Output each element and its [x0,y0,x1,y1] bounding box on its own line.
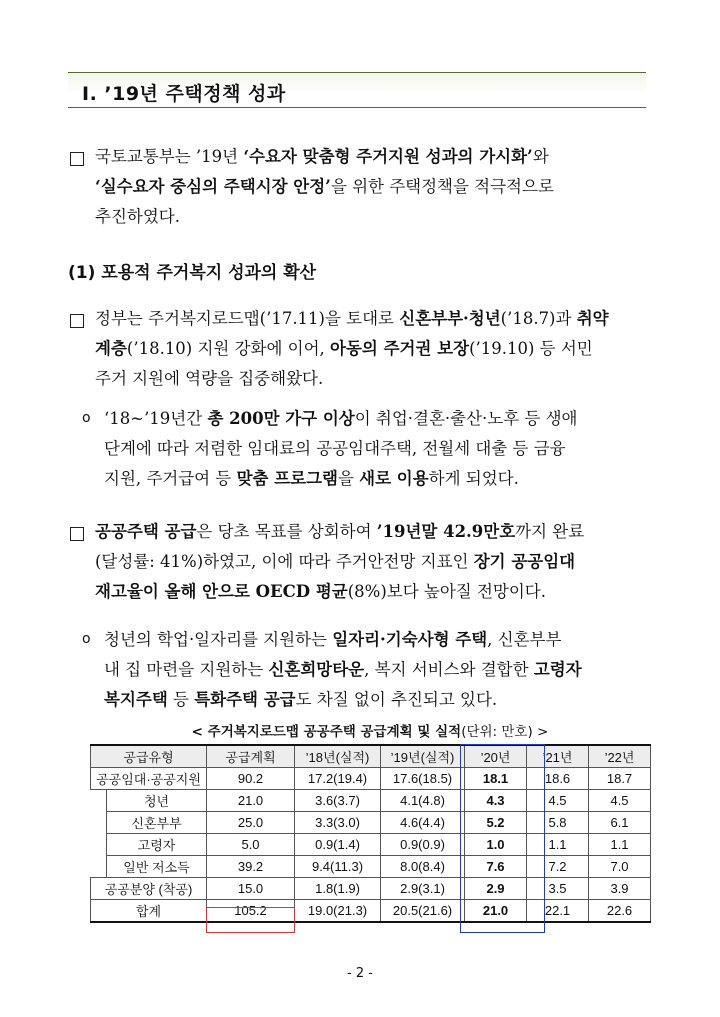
paragraph-1-line-3: 추진하였다. [95,207,180,226]
subpoint-line-1: 청년의 학업·일자리를 지원하는 일자리·기숙사형 주택, 신혼부부 [104,630,562,649]
cell: 3.9 [589,878,651,900]
table-row [91,878,651,900]
cell: 17.2(19.4) [295,768,381,790]
cell: 18.7 [589,768,651,790]
paragraph-2-line-1: 정부는 주거복지로드맵(’17.11)을 토대로 신혼부부·청년(’18.7)과 취약 [95,309,609,328]
table-caption: < 주거복지로드맵 공공주택 공급계획 및 실적(단위: 만호) > [191,724,549,740]
cell: 105.2 [207,900,295,923]
table-row [91,790,651,812]
cell: 8.0(8.4) [381,856,465,878]
cell: 0.9(1.4) [295,834,381,856]
section-title-bar [68,72,646,108]
cell: 19.0(21.3) [295,900,381,923]
cell: 20.5(21.6) [381,900,465,923]
paragraph-2-line-2: 계층(’18.10) 지원 강화에 이어, 아동의 주거권 보장(’19.10) 등 서민 [95,339,593,358]
subsection-heading: (1) 포용적 주거복지 성과의 확산 [68,263,317,283]
circle-bullet-icon: o [82,410,91,426]
supply-plan-table [90,744,651,923]
table-header-row [91,745,651,768]
cell: 4.3 [465,790,527,812]
cell: 2.9(3.1) [381,878,465,900]
table-row [91,812,651,834]
cell: 9.4(11.3) [295,856,381,878]
row-label: 공공임대·공공지원 [91,768,207,790]
cell: 18.6 [527,768,589,790]
table-row [91,768,651,790]
cell: 1.0 [465,834,527,856]
paragraph-3-line-1: 공공주택 공급은 당초 목표를 상회하여 ’19년말 42.9만호까지 완료 [95,522,585,541]
cell: 3.3(3.0) [295,812,381,834]
paragraph-3 [95,517,655,607]
header-cell: ’18년(실적) [295,745,381,768]
paragraph-3-line-2: (달성률: 41%)하였고, 이에 따라 주거안전망 지표인 장기 공공임대 [95,552,576,571]
cell: 21.0 [207,790,295,812]
cell: 7.0 [589,856,651,878]
page-number: - 2 - [347,966,373,981]
table-total-row [91,900,651,923]
paragraph-1-line-1: 국토교통부는 ’19년 ‘수요자 맞춤형 주거지원 성과의 가시화’와 [95,147,549,166]
indent-cell [91,812,107,834]
cell: 90.2 [207,768,295,790]
row-label: 신혼부부 [107,812,207,834]
table-row [91,834,651,856]
cell: 5.8 [527,812,589,834]
checkbox-bullet [70,314,84,328]
paragraph-2-line-3: 주거 지원에 역량을 집중해왔다. [95,369,324,388]
cell: 4.5 [589,790,651,812]
table-row [91,856,651,878]
paragraph-3-subpoint [104,625,656,715]
subpoint-line-3: 복지주택 등 특화주택 공급도 차질 없이 추진되고 있다. [104,690,498,709]
cell: 21.0 [465,900,527,923]
subpoint-line-1: ‘18~’19년간 총 200만 가구 이상이 취업·결혼·출산·노후 등 생애 [104,409,578,428]
cell: 4.6(4.4) [381,812,465,834]
header-cell: ’22년 [589,745,651,768]
cell: 7.6 [465,856,527,878]
cell: 4.5 [527,790,589,812]
cell: 3.6(3.7) [295,790,381,812]
row-label: 합계 [91,900,207,923]
paragraph-1-line-2: ‘실수요자 중심의 주택시장 안정’을 위한 주택정책을 적극적으로 [95,177,554,196]
subpoint-line-3: 지원, 주거급여 등 맞춤 프로그램을 새로 이용하게 되었다. [104,469,519,488]
row-label: 청년 [107,790,207,812]
cell: 5.0 [207,834,295,856]
cell: 0.9(0.9) [381,834,465,856]
cell: 22.6 [589,900,651,923]
cell: 25.0 [207,812,295,834]
row-label: 일반 저소득 [107,856,207,878]
header-cell: ’20년 [465,745,527,768]
checkbox-bullet [70,527,84,541]
cell: 15.0 [207,878,295,900]
cell: 2.9 [465,878,527,900]
header-cell: ’21년 [527,745,589,768]
cell: 17.6(18.5) [381,768,465,790]
circle-bullet-icon: o [82,631,91,647]
cell: 18.1 [465,768,527,790]
cell: 5.2 [465,812,527,834]
indent-cell [91,834,107,856]
cell: 1.8(1.9) [295,878,381,900]
cell: 3.5 [527,878,589,900]
indent-cell [91,790,107,812]
subpoint-line-2: 내 집 마련을 지원하는 신혼희망타운, 복지 서비스와 결합한 고령자 [104,660,582,679]
cell: 22.1 [527,900,589,923]
paragraph-1 [95,142,655,232]
paragraph-2-subpoint [104,404,656,494]
header-cell: 공급계획 [207,745,295,768]
header-cell: ’19년(실적) [381,745,465,768]
cell: 1.1 [527,834,589,856]
row-label: 고령자 [107,834,207,856]
cell: 1.1 [589,834,651,856]
paragraph-3-line-3: 재고율이 올해 안으로 OECD 평균(8%)보다 높아질 전망이다. [95,582,546,601]
indent-cell [91,856,107,878]
section-title: Ⅰ. ’19년 주택정책 성과 [82,83,286,105]
row-label: 공공분양 (착공) [91,878,207,900]
header-cell: 공급유형 [91,745,207,768]
paragraph-2 [95,304,655,394]
cell: 39.2 [207,856,295,878]
cell: 4.1(4.8) [381,790,465,812]
subpoint-line-2: 단계에 따라 저렴한 임대료의 공공임대주택, 전월세 대출 등 금융 [104,439,566,458]
checkbox-bullet [70,152,84,166]
cell: 6.1 [589,812,651,834]
cell: 7.2 [527,856,589,878]
